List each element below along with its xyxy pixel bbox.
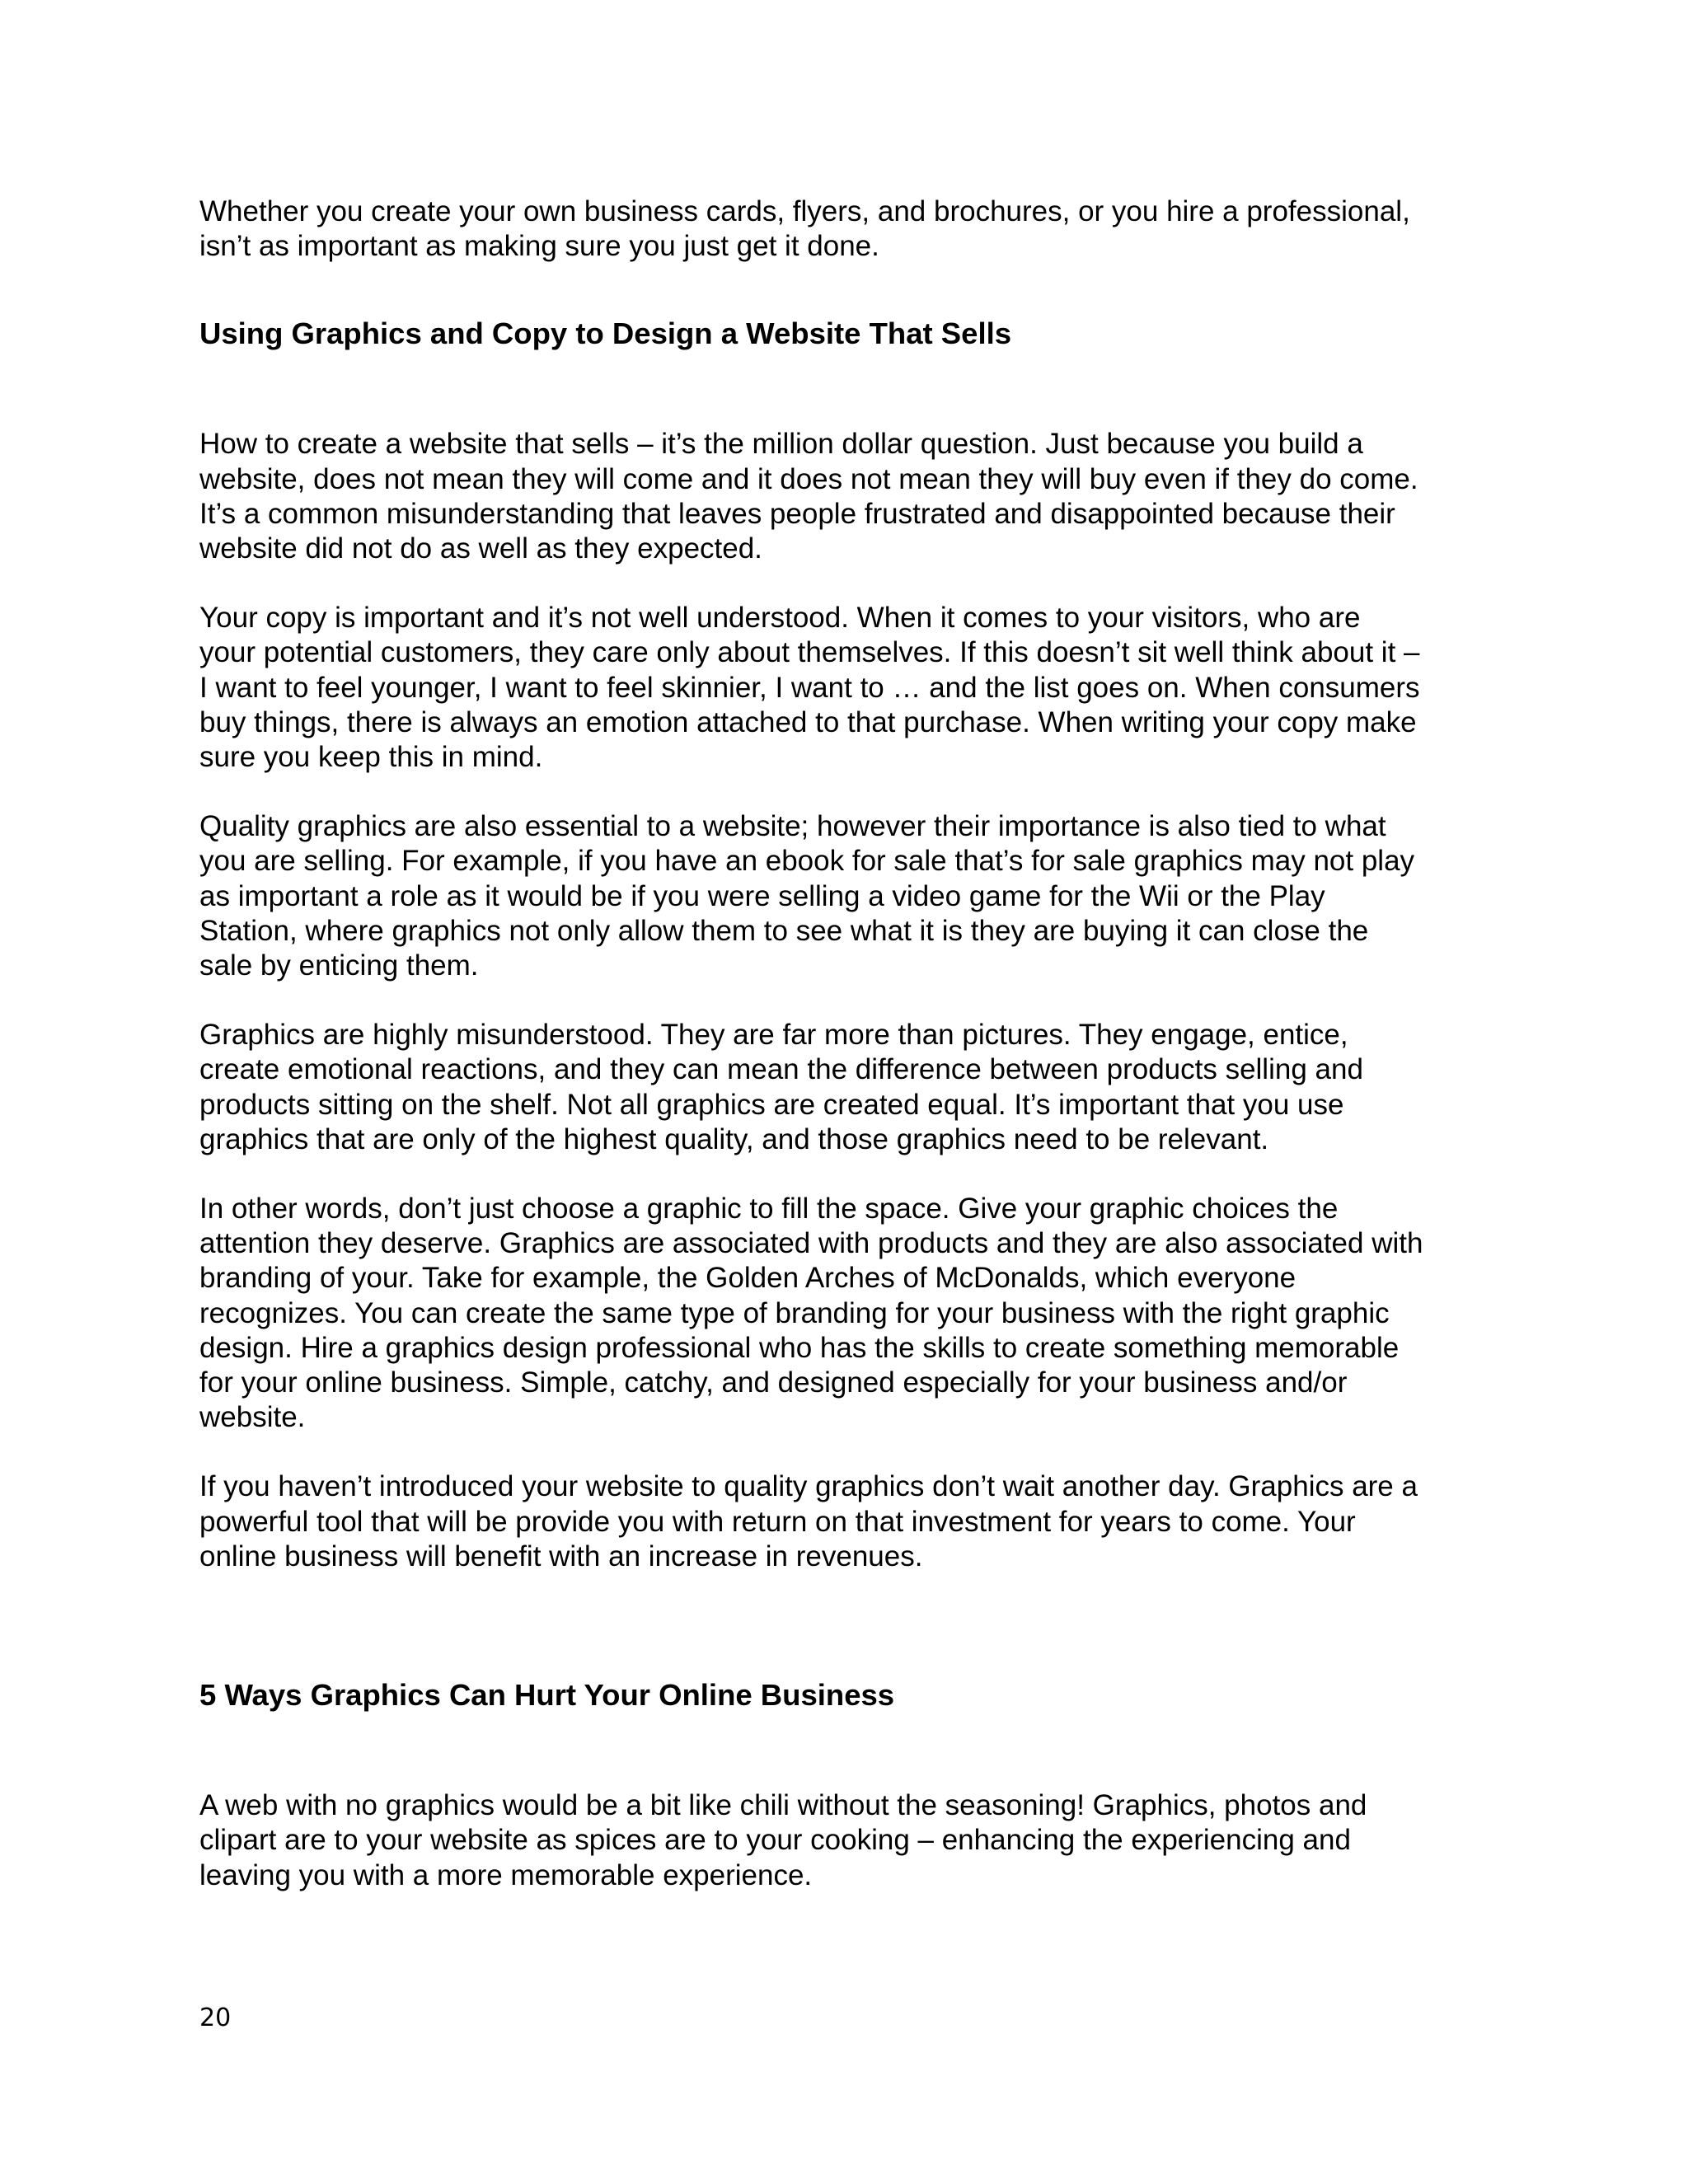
body-paragraph: A web with no graphics would be a bit like chili without the seasoning! Graphics, photos and clipart are to your website as spices are to your cooking – enhancing the experiencing and leaving you with a more memorable experience. [199, 1789, 1367, 1891]
section-heading-website-that-sells: Using Graphics and Copy to Design a Website That Sells [199, 316, 1012, 351]
page-number: 20 [199, 2004, 232, 2032]
section-heading-graphics-hurt-business: 5 Ways Graphics Can Hurt Your Online Business [199, 1678, 895, 1713]
body-paragraph: In other words, don’t just choose a graphic to fill the space. Give your graphic choices the attention they deserve. Graphics are associated with products and they are also associated with branding of your. Take for example, the Golden Arches of McDonalds, which everyone recognizes. You can create the same type of branding for your business with the right graphic design. Hire a graphics design professional who has the skills to create something memorable for your online business. Simple, catchy, and designed especially for your business and/or website. [199, 1193, 1423, 1434]
body-paragraph: Quality graphics are also essential to a website; however their importance is also tied to what you are selling. For example, if you have an ebook for sale that’s for sale graphics may not play as important a role as it would be if you were selling a video game for the Wii or the Play Station, where graphics not only allow them to see what it is they are buying it can close the sale by enticing them. [199, 810, 1415, 982]
body-paragraph: If you haven’t introduced your website to quality graphics don’t wait another day. Graphics are a powerful tool that will be provide you with return on that investment for years to come. Your online business will benefit with an increase in revenues. [199, 1470, 1418, 1572]
page-content [199, 194, 1502, 1893]
body-paragraph: Graphics are highly misunderstood. They are far more than pictures. They engage, entice, create emotional reactions, and they can mean the difference between products selling and products sitting on the shelf. Not all graphics are created equal. It’s important that you use graphics that are only of the highest quality, and those graphics need to be relevant. [199, 1019, 1363, 1155]
body-paragraph: How to create a website that sells – it’s the million dollar question. Just because you build a website, does not mean they will come and it does not mean they will buy even if they do come. It’s a common misunderstanding that leaves people frustrated and disappointed because their website did not do as well as they expected. [199, 428, 1418, 565]
body-paragraph: Your copy is important and it’s not well understood. When it comes to your visitors, who are your potential customers, they care only about themselves. If this doesn’t sit well think about it – I want to feel younger, I want to feel skinnier, I want to … and the list goes on. When consumers buy things, there is always an emotion attached to that purchase. When writing your copy make sure you keep this in mind. [199, 602, 1420, 774]
intro-paragraph: Whether you create your own business cards, flyers, and brochures, or you hire a professional, isn’t as important as making sure you just get it done. [199, 195, 1410, 263]
